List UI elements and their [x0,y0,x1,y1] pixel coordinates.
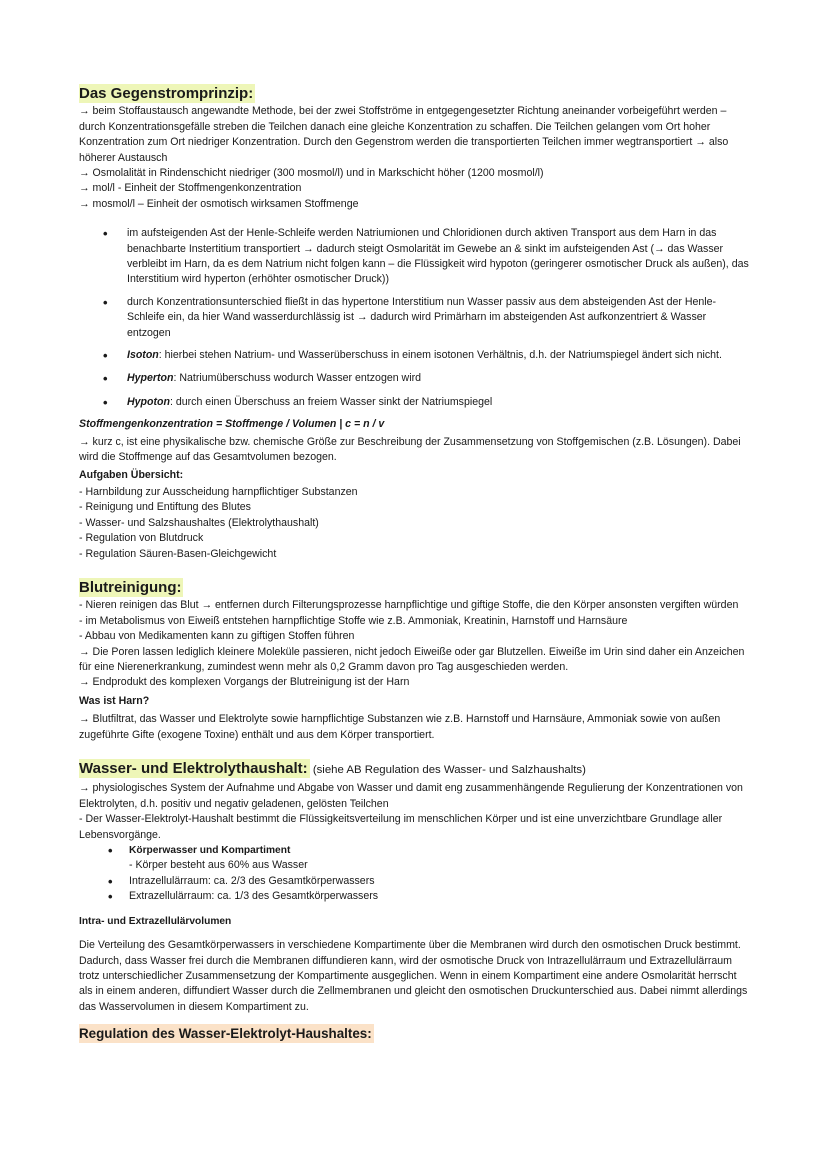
paragraph: Die Verteilung des Gesamtkörperwassers in verschiedene Kompartimente über die Membranen wird durch den osmotischen Druck bestimmt. Dadurch, dass Wasser frei durch die Membranen diffundieren kann, wird der osmotische Druck von Intrazellulärraum und Extrazellulärraum trotz unterschiedlicher Zusammensetzung der Kompartimente ausgeglichen. Wenn in einem Kompartiment eine andere Osmolarität herrscht als in einem anderen, diffundiert Wasser durch die Zellmembranen und gleicht den osmotischen Druckunterschied aus. Dabei nimmt allerdings das Wasservolumen in diesem Kompartiment zu. [79,939,748,1013]
heading-regulation: Regulation des Wasser-Elektrolyt-Haushaltes: [79,1026,372,1042]
term-hyperton: Hyperton [127,371,174,384]
list-item [79,843,751,858]
bullet-list-raeume [79,874,751,905]
text-line: → Endprodukt des komplexen Vorgangs der Blutreinigung ist der Harn [79,676,410,689]
list-item [79,348,751,363]
list-item: • durch Konzentrationsunterschied fließt in das hypertone Interstitium nun Wasser passiv aus dem absteigenden Ast der Henle-Schleife ein, da hier Wand wasserdurchlässig ist → dadurch wird Primärharn im absteigenden Ast aufkonzentriert & Wasser entzogen [79,295,751,341]
bullet-list-kompartiment [79,843,751,858]
term-text: : hierbei stehen Natrium- und Wasserüberschuss in einem isotonen Verhältnis, d.h. der Natriumspiegel ändert sich nicht. [158,349,722,362]
list-item: - Regulation von Blutdruck [79,532,204,545]
list-item: - Regulation Säuren-Basen-Gleichgewicht [79,547,277,560]
list-item: • Intrazellulärraum: ca. 2/3 des Gesamtkörperwassers [79,874,751,889]
heading-reference: (siehe AB Regulation des Wasser- und Salzhaushalts) [309,764,586,777]
text-line: - Körper besteht aus 60% aus Wasser [129,859,308,872]
list-item: - Wasser- und Salzshaushaltes (Elektrolythaushalt) [79,516,319,529]
text-line: - Nieren reinigen das Blut → entfernen durch Filterungsprozesse harnpflichtige und giftige Stoffe, die den Körper ansonsten vergiften würden [79,599,739,612]
tasks-list [79,485,751,562]
answer-text: → Blutfiltrat, das Wasser und Elektrolyte sowie harnpflichtige Substanzen wie z.B. Harnstoff und Harnsäure, Ammoniak sowie von außen zugeführte Gifte (exogene Toxine) enthält und aus dem Körper transportiert. [79,713,721,741]
heading-blutreinigung: Blutreinigung: [79,578,182,596]
list-item [79,371,751,386]
section-wasserhaushalt [79,759,751,778]
heading-wasserhaushalt: Wasser- und Elektrolythaushalt: [79,760,308,778]
section-blutreinigung [79,578,751,597]
text-line: → mosmol/l – Einheit der osmotisch wirksamen Stoffmenge [79,197,359,210]
text-line: - im Metabolismus von Eiweiß entstehen harnpflichtige Stoffe wie z.B. Ammoniak, Kreatinin, Harnstoff und Harnsäure [79,614,628,627]
term-text: : durch einen Überschuss an freiem Wasser sinkt der Natriumspiegel [169,395,493,408]
bullet-list-henle [79,226,751,410]
text-line: → beim Stoffaustausch angewandte Methode, bei der zwei Stoffströme in entgegengesetzter Richtung aneinander vorbeigeführt werden – durch Konzentrationsgefälle streben die Teilchen danach eine gleiche Konzentration zu schaffen. Die Teilchen gelangen vom Ort hoher Konzentration zum Ort niedriger Konzentration. Durch den Gegenstrom werden die transportierten Teilchen immer wegtransportiert → also höherer Austausch [79,105,729,164]
text-line: → Die Poren lassen lediglich kleinere Moleküle passieren, nicht jedoch Eiweiße oder gar Blutzellen. Eiweiße im Urin sind daher ein Anzeichen für eine Nierenerkrankung, zumindest wenn mehr als 0,2 Gramm davon pro Tag ausgeschieden werden. [79,645,745,673]
list-item: - Reinigung und Entiftung des Blutes [79,501,251,514]
bullet-bold-title: Körperwasser und Kompartiment [129,845,291,857]
term-hypoton: Hypoton [127,395,170,408]
heading-gegenstromprinzip: Das Gegenstromprinzip: [79,85,254,102]
text-line: → Osmolalität in Rindenschicht niedriger (300 mosmol/l) und in Markschicht höher (1200 mosmol/l) [79,167,544,180]
list-item: • im aufsteigenden Ast der Henle-Schleife werden Natriumionen und Chloridionen durch aktiven Transport aus dem Harn in das benachbarte Instertitium transportiert → dadurch steigt Osmolarität im Gewebe an & sinkt im aufsteigenden Ast (→ das Wasser verbleibt im Harn, da es dem Natrium nicht folgen kann – die Flüssigkeit wird hypoton (geringerer osmotischer Druck als außen), das Interstitium wird hyperton (erhöhter osmotischer Druck)) [79,226,751,288]
formula-text: → kurz c, ist eine physikalische bzw. chemische Größe zur Beschreibung der Zusammensetzung von Stoffgemischen (z.B. Lösungen). Dabei wird die Stoffmenge auf das Gesamtvolumen bezogen. [79,435,741,464]
list-item: • Extrazellulärraum: ca. 1/3 des Gesamtkörperwassers [79,889,751,904]
sub-heading: Intra- und Extrazellulärvolumen [79,915,232,927]
text-line: - Abbau von Medikamenten kann zu giftigen Stoffen führen [79,630,355,643]
page-content [79,84,751,1045]
tasks-heading: Aufgaben Übersicht: [79,468,184,481]
section-gegenstrom [79,84,751,103]
text-line: → physiologisches System der Aufnahme und Abgabe von Wasser und damit eng zusammenhängende Regulierung der Konzentrationen von Elektrolyten, d.h. positiv und negativ geladenen, gelösten Teilchen [79,782,743,810]
section-regulation [79,1024,751,1043]
text-line: - Der Wasser-Elektrolyt-Haushalt bestimmt die Flüssigkeitsverteilung im menschlichen Körper und ist eine unverzichtbare Grundlage aller Lebensvorgänge. [79,813,723,841]
list-item [79,395,751,410]
term-text: : Natriumüberschuss wodurch Wasser entzogen wird [173,371,421,384]
term-isoton: Isoton [127,349,159,362]
formula-heading: Stoffmengenkonzentration = Stoffmenge / Volumen | c = n / v [79,418,385,431]
question-heading: Was ist Harn? [79,694,150,707]
text-line: → mol/l - Einheit der Stoffmengenkonzentration [79,182,302,195]
list-item: - Harnbildung zur Ausscheidung harnpflichtiger Substanzen [79,485,358,498]
